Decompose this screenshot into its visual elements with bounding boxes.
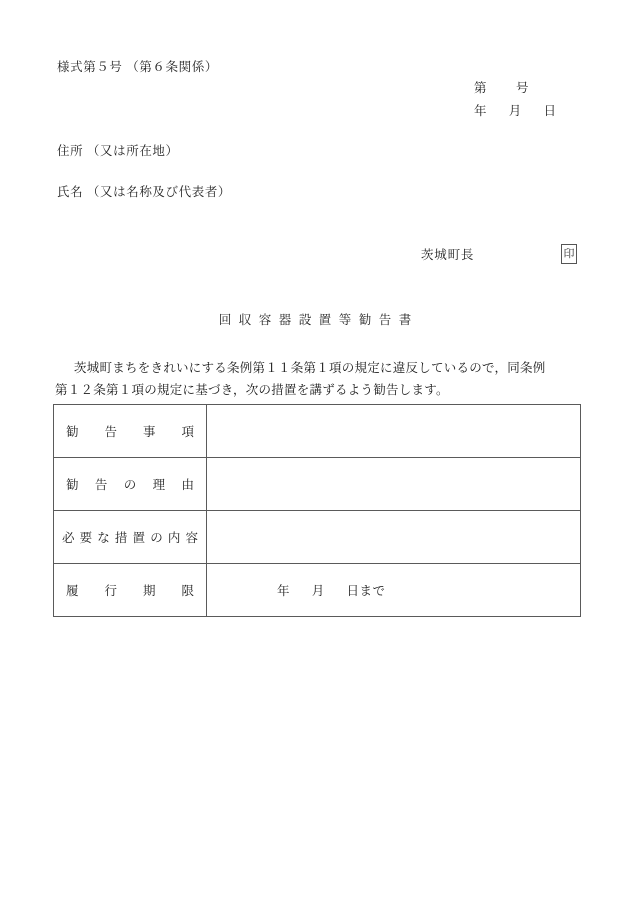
row-value: 年 月 日まで [277,584,386,598]
page-title: 回収容器設置等勧告書 [218,313,419,327]
body-paragraph [55,357,583,401]
row-label: 必要な措置の内容 [62,531,198,545]
row-label-cell [54,511,207,564]
row-label: 勧告事項 [66,425,194,439]
table-row [54,458,581,511]
table-row [54,511,581,564]
row-label: 履行期限 [66,584,194,598]
address-label: 住所 （又は所在地） [57,144,179,158]
table-row [54,405,581,458]
row-label-cell [54,564,207,617]
row-value-cell[interactable] [207,405,581,458]
row-value-cell[interactable] [207,511,581,564]
recommendation-table [53,404,581,617]
body-line-1: 茨城町まちをきれいにする条例第１１条第１項の規定に違反しているので，同条例 [74,361,546,375]
seal-icon: 印 [563,247,575,260]
row-label-cell [54,458,207,511]
table-row [54,564,581,617]
document-number-field: 第 号 [474,81,530,95]
row-label-cell [54,405,207,458]
document-date-field: 年 月 日 [474,104,557,118]
body-line-2: 第１２条第１項の規定に基づき，次の措置を講ずるよう勧告します。 [55,383,449,397]
seal-box [561,244,577,264]
row-label: 勧告の理由 [66,478,194,492]
issuer-label: 茨城町長 [421,248,475,262]
form-id-label: 様式第５号 （第６条関係） [57,60,218,74]
row-value-cell[interactable] [207,564,581,617]
row-value-cell[interactable] [207,458,581,511]
name-label: 氏名 （又は名称及び代表者） [57,185,232,199]
